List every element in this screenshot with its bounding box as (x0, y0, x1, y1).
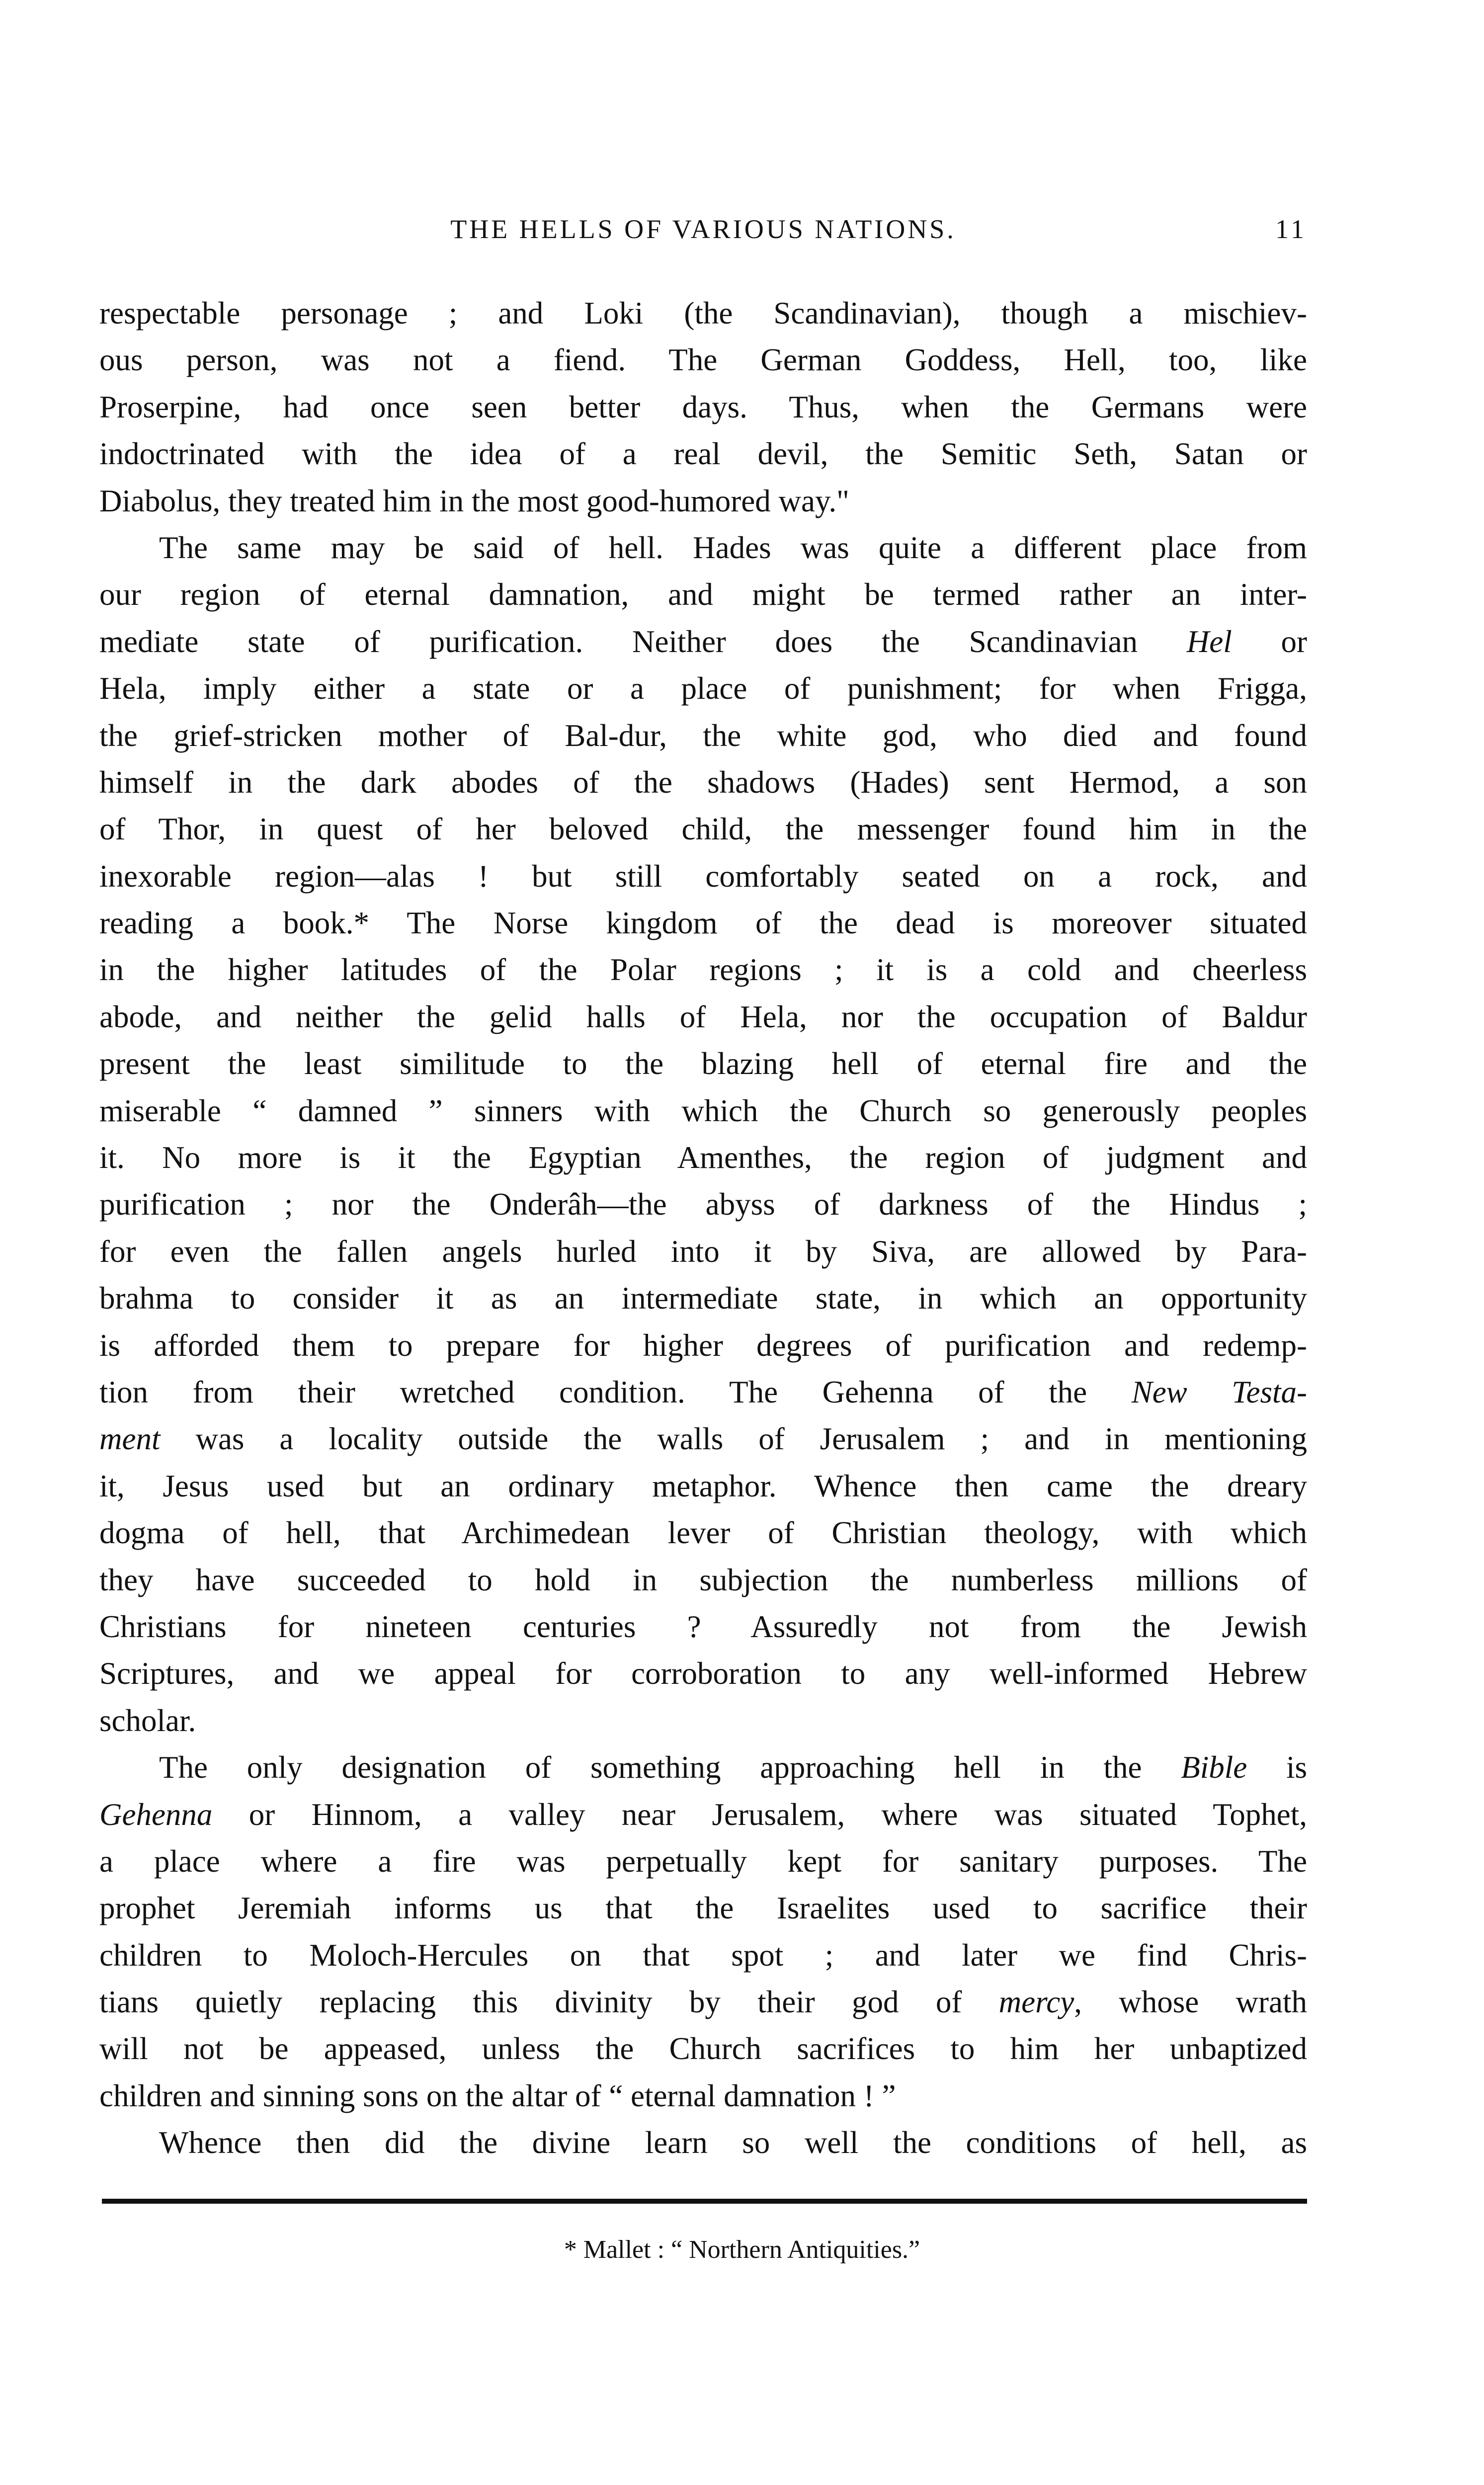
text-segment: is (1247, 1750, 1307, 1785)
text-line (99, 618, 1307, 665)
text-segment: tians quietly replacing this divinity by their god of (99, 1985, 999, 2020)
footnote-rule (102, 2199, 1307, 2204)
text-segment: in the higher latitudes of the Polar regions ; it is a cold and cheerless (99, 952, 1307, 988)
text-segment: Scriptures, and we appeal for corroboration to any well-informed Hebrew (99, 1656, 1307, 1691)
text-segment: our region of eternal damnation, and might be termed rather an inter- (99, 577, 1307, 612)
text-line (99, 430, 1307, 477)
text-line (99, 1791, 1307, 1838)
text-line (99, 1932, 1307, 1979)
text-line (99, 524, 1307, 571)
text-segment: Hela, imply either a state or a place of punishment; for when Frigga, (99, 671, 1307, 706)
text-line (99, 1557, 1307, 1603)
text-line (99, 1697, 1307, 1744)
text-line (99, 1979, 1307, 2025)
text-line (99, 2119, 1307, 2166)
text-line (99, 1463, 1307, 1509)
italic-text: ment (99, 1421, 161, 1457)
text-line (99, 1650, 1307, 1697)
text-line (99, 1322, 1307, 1369)
body-text (99, 290, 1307, 2166)
text-line (99, 1509, 1307, 1556)
text-segment: for even the fallen angels hurled into it by Siva, are allowed by Para- (99, 1234, 1307, 1269)
text-line (99, 994, 1307, 1040)
text-segment: Whence then did the divine learn so well the conditions of hell, as (159, 2125, 1307, 2160)
text-segment: tion from their wretched condition. The Gehenna of the (99, 1374, 1132, 1409)
text-segment: miserable “ damned ” sinners with which the Church so generously peoples (99, 1093, 1307, 1128)
text-line (99, 1040, 1307, 1087)
text-segment: was a locality outside the walls of Jerusalem ; and in mentioning (160, 1421, 1307, 1457)
footnote: * Mallet : “ Northern Antiquities.” (564, 2235, 920, 2264)
text-line (99, 384, 1307, 430)
text-line (99, 1744, 1307, 1791)
text-line (99, 1228, 1307, 1275)
running-head (99, 209, 1307, 253)
text-line (99, 1087, 1307, 1134)
text-segment: the grief-stricken mother of Bal-dur, the white god, who died and found (99, 718, 1307, 753)
text-segment: prophet Jeremiah informs us that the Israelites used to sacrifice their (99, 1891, 1307, 1926)
text-line (99, 1369, 1307, 1415)
page-number: 11 (1275, 214, 1307, 244)
text-line (99, 665, 1307, 712)
text-segment: himself in the dark abodes of the shadows (Hades) sent Hermod, a son (99, 764, 1307, 800)
text-line (99, 290, 1307, 336)
italic-text: Gehenna (99, 1797, 213, 1832)
text-segment: The only designation of something approaching hell in the (159, 1750, 1181, 1785)
text-segment: will not be appeased, unless the Church sacrifices to him her unbaptized (99, 2031, 1307, 2067)
text-line (99, 571, 1307, 618)
text-line (99, 1134, 1307, 1181)
text-segment: brahma to consider it as an intermediate state, in which an opportunity (99, 1281, 1307, 1316)
text-segment: children and sinning sons on the altar of “ eternal damnation ! ” (99, 2078, 896, 2113)
text-line (99, 2072, 1307, 2119)
text-line (99, 946, 1307, 993)
text-segment: The same may be said of hell. Hades was quite a different place from (159, 530, 1307, 565)
book-page (99, 0, 1307, 2266)
text-line (99, 806, 1307, 852)
text-segment: mediate state of purification. Neither does the Scandinavian (99, 624, 1187, 659)
text-line (99, 1885, 1307, 1931)
text-segment: children to Moloch-Hercules on that spot ; and later we find Chris- (99, 1937, 1307, 1973)
italic-text: Hel (1186, 624, 1232, 659)
text-line (99, 1275, 1307, 1322)
text-line (99, 336, 1307, 383)
text-line (99, 900, 1307, 946)
running-head-title: THE HELLS OF VARIOUS NATIONS. (450, 214, 956, 244)
text-segment: abode, and neither the gelid halls of Hela, nor the occupation of Baldur (99, 999, 1307, 1034)
text-segment: , whose wrath (1074, 1985, 1307, 2020)
text-line (99, 1415, 1307, 1462)
text-segment: inexorable region—alas ! but still comfortably seated on a rock, and (99, 858, 1307, 894)
text-segment: it, Jesus used but an ordinary metaphor. Whence then came the dreary (99, 1468, 1307, 1503)
text-segment: or (1232, 624, 1307, 659)
text-line (99, 712, 1307, 759)
text-segment: a place where a fire was perpetually kept for sanitary purposes. The (99, 1843, 1307, 1879)
italic-text: mercy (998, 1985, 1074, 2020)
text-segment: they have succeeded to hold in subjection the numberless millions of (99, 1562, 1307, 1597)
text-segment: dogma of hell, that Archimedean lever of Christian theology, with which (99, 1515, 1307, 1551)
text-segment: purification ; nor the Onderâh—the abyss of darkness of the Hindus ; (99, 1187, 1307, 1222)
text-segment: of Thor, in quest of her beloved child, the messenger found him in the (99, 812, 1307, 847)
text-segment: present the least similitude to the blazing hell of eternal fire and the (99, 1046, 1307, 1081)
text-line (99, 1838, 1307, 1885)
italic-text: Bible (1181, 1750, 1247, 1785)
text-line (99, 478, 1307, 524)
text-segment: respectable personage ; and Loki (the Scandinavian), though a mischiev- (99, 296, 1307, 331)
text-segment: Diabolus, they treated him in the most good-humored way." (99, 483, 849, 518)
italic-text: New Testa- (1131, 1374, 1307, 1409)
text-segment: indoctrinated with the idea of a real devil, the Semitic Seth, Satan or (99, 436, 1307, 472)
text-segment: scholar. (99, 1703, 196, 1738)
text-segment: is afforded them to prepare for higher degrees of purification and redemp- (99, 1327, 1307, 1363)
text-segment: Proserpine, had once seen better days. Thus, when the Germans were (99, 389, 1307, 424)
text-line (99, 759, 1307, 806)
text-line (99, 1181, 1307, 1228)
text-segment: reading a book.* The Norse kingdom of the dead is moreover situated (99, 906, 1307, 941)
text-segment: it. No more is it the Egyptian Amenthes, the region of judgment and (99, 1140, 1307, 1175)
text-segment: ous person, was not a fiend. The German Goddess, Hell, too, like (99, 342, 1307, 378)
text-line (99, 1603, 1307, 1650)
text-segment: or Hinnom, a valley near Jerusalem, where was situated Tophet, (212, 1797, 1307, 1832)
text-line (99, 853, 1307, 900)
text-line (99, 2025, 1307, 2072)
text-segment: Christians for nineteen centuries ? Assuredly not from the Jewish (99, 1609, 1307, 1644)
